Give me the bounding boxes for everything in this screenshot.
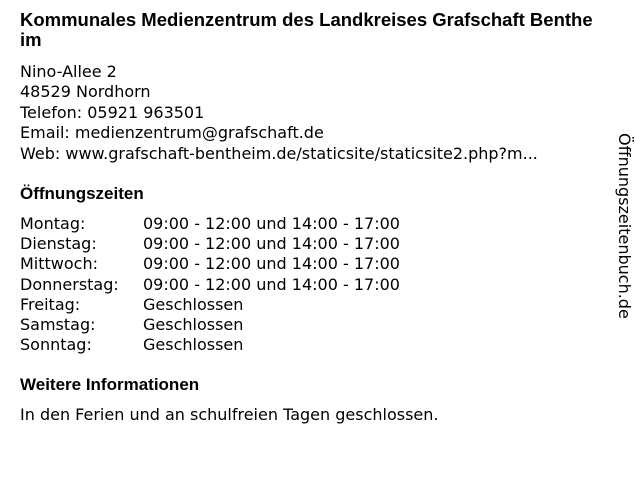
- email-line: Email: medienzentrum@grafschaft.de: [20, 123, 324, 143]
- hours-value: 09:00 - 12:00 und 14:00 - 17:00: [143, 234, 400, 254]
- city-line: 48529 Nordhorn: [20, 82, 151, 102]
- hours-row-tuesday: [20, 234, 610, 254]
- opening-hours-heading: Öffnungszeiten: [20, 184, 144, 204]
- day-label: Donnerstag:: [20, 274, 119, 294]
- organization-title: Kommunales Medienzentrum des Landkreises Grafschaft Bentheim: [20, 9, 593, 50]
- more-info-heading: Weitere Informationen: [20, 375, 200, 395]
- day-label: Dienstag:: [20, 234, 97, 254]
- web-line: Web: www.grafschaft-bentheim.de/staticsite/staticsite2.php?m...: [20, 143, 538, 163]
- day-label: Sonntag:: [20, 335, 92, 355]
- day-label: Montag:: [20, 214, 86, 234]
- hours-value: Geschlossen: [143, 315, 244, 335]
- hours-value: Geschlossen: [143, 335, 244, 355]
- hours-row-thursday: [20, 275, 610, 295]
- address-block: [20, 62, 610, 164]
- street-line: Nino-Allee 2: [20, 62, 117, 81]
- business-card: [20, 8, 610, 425]
- site-brand-watermark: Öffnungszeitenbuch.de: [615, 133, 634, 319]
- opening-hours-table: [20, 214, 610, 355]
- hours-row-sunday: [20, 335, 610, 355]
- day-label: Samstag:: [20, 315, 96, 335]
- day-label: Freitag:: [20, 294, 81, 314]
- hours-row-saturday: [20, 315, 610, 335]
- phone-line: Telefon: 05921 963501: [20, 102, 205, 122]
- hours-value: 09:00 - 12:00 und 14:00 - 17:00: [143, 214, 400, 234]
- hours-value: Geschlossen: [143, 294, 244, 314]
- hours-value: 09:00 - 12:00 und 14:00 - 17:00: [143, 254, 400, 274]
- day-label: Mittwoch:: [20, 254, 98, 274]
- hours-row-wednesday: [20, 254, 610, 274]
- hours-row-monday: [20, 214, 610, 234]
- hours-row-friday: [20, 295, 610, 315]
- hours-value: 09:00 - 12:00 und 14:00 - 17:00: [143, 274, 400, 294]
- more-info-text: In den Ferien und an schulfreien Tagen geschlossen.: [20, 405, 439, 425]
